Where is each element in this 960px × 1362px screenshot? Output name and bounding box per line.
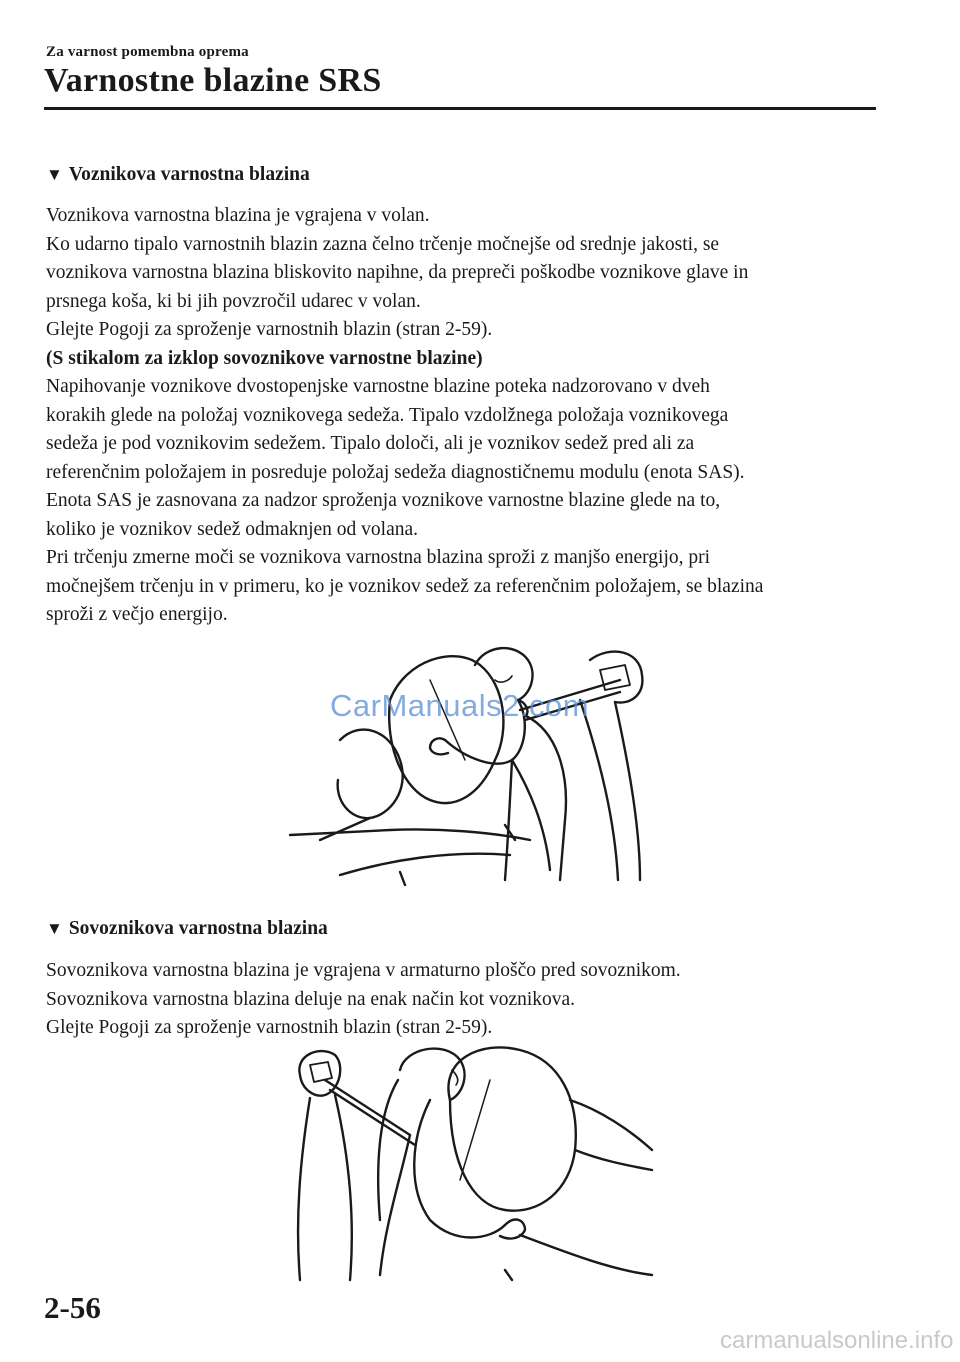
watermark: CarManuals2.com: [330, 688, 590, 723]
triangle-down-icon: ▼: [46, 919, 63, 938]
body-line: močnejšem trčenju in v primeru, ko je voznikov sedež za referenčnim položajem, se blazina: [46, 575, 764, 597]
body-line: prsnega koša, ki bi jih povzročil udarec v volan.: [46, 290, 421, 312]
body-line: referenčnim položajem in posreduje položaj sedeža diagnostičnemu modulu (enota SAS).: [46, 461, 745, 483]
triangle-down-icon: ▼: [46, 165, 63, 184]
body-line: Voznikova varnostna blazina je vgrajena v volan.: [46, 205, 430, 226]
footer-site-watermark: carmanualsonline.info: [720, 1327, 954, 1354]
switch-note-heading: (S stikalom za izklop sovoznikove varnostne blazine): [46, 347, 483, 369]
title-rule: [44, 107, 876, 110]
passenger-airbag-illustration: [280, 1040, 660, 1285]
body-line: sproži z večjo energijo.: [46, 604, 228, 625]
page-number: 2-56: [44, 1290, 101, 1325]
passenger-airbag-heading: [46, 918, 328, 940]
page-title: Varnostne blazine SRS: [44, 62, 382, 99]
body-line: sedeža je pod voznikovim sedežem. Tipalo določi, ali je voznikov sedež pred ali za: [46, 433, 695, 454]
body-line: Pri trčenju zmerne moči se voznikova varnostna blazina sproži z manjšo energijo, pri: [46, 547, 711, 568]
body-line: Napihovanje voznikove dvostopenjske varnostne blazine poteka nadzorovano v dveh: [46, 376, 710, 397]
passenger-airbag-heading-text: Sovoznikova varnostna blazina: [68, 918, 328, 939]
body-line: voznikova varnostna blazina bliskovito napihne, da prepreči poškodbe voznikove glave in: [46, 262, 749, 283]
body-line: Enota SAS je zasnovana za nadzor sproženja voznikove varnostne blazine glede na to,: [46, 490, 721, 511]
body-line: Ko udarno tipalo varnostnih blazin zazna čelno trčenje močnejše od srednje jakosti, se: [46, 233, 720, 255]
body-line: Sovoznikova varnostna blazina je vgrajena v armaturno ploščo pred sovoznikom.: [46, 960, 681, 981]
driver-airbag-heading-text: Voznikova varnostna blazina: [68, 164, 310, 185]
driver-airbag-illustration: [280, 640, 660, 890]
body-line: korakih glede na položaj voznikovega sedeža. Tipalo vzdolžnega položaja voznikovega: [46, 404, 729, 426]
driver-airbag-heading: [46, 164, 310, 186]
body-line: koliko je voznikov sedež odmaknjen od volana.: [46, 518, 419, 540]
driver-airbag-body: [46, 202, 876, 630]
cross-reference-link: Glejte Pogoji za sproženje varnostnih blazin (stran 2-59).: [46, 1017, 493, 1038]
body-line: Sovoznikova varnostna blazina deluje na enak način kot voznikova.: [46, 988, 576, 1010]
cross-reference-link: Glejte Pogoji za sproženje varnostnih blazin (stran 2-59).: [46, 319, 493, 340]
section-label: Za varnost pomembna oprema: [46, 44, 249, 60]
passenger-airbag-body: [46, 957, 876, 1043]
